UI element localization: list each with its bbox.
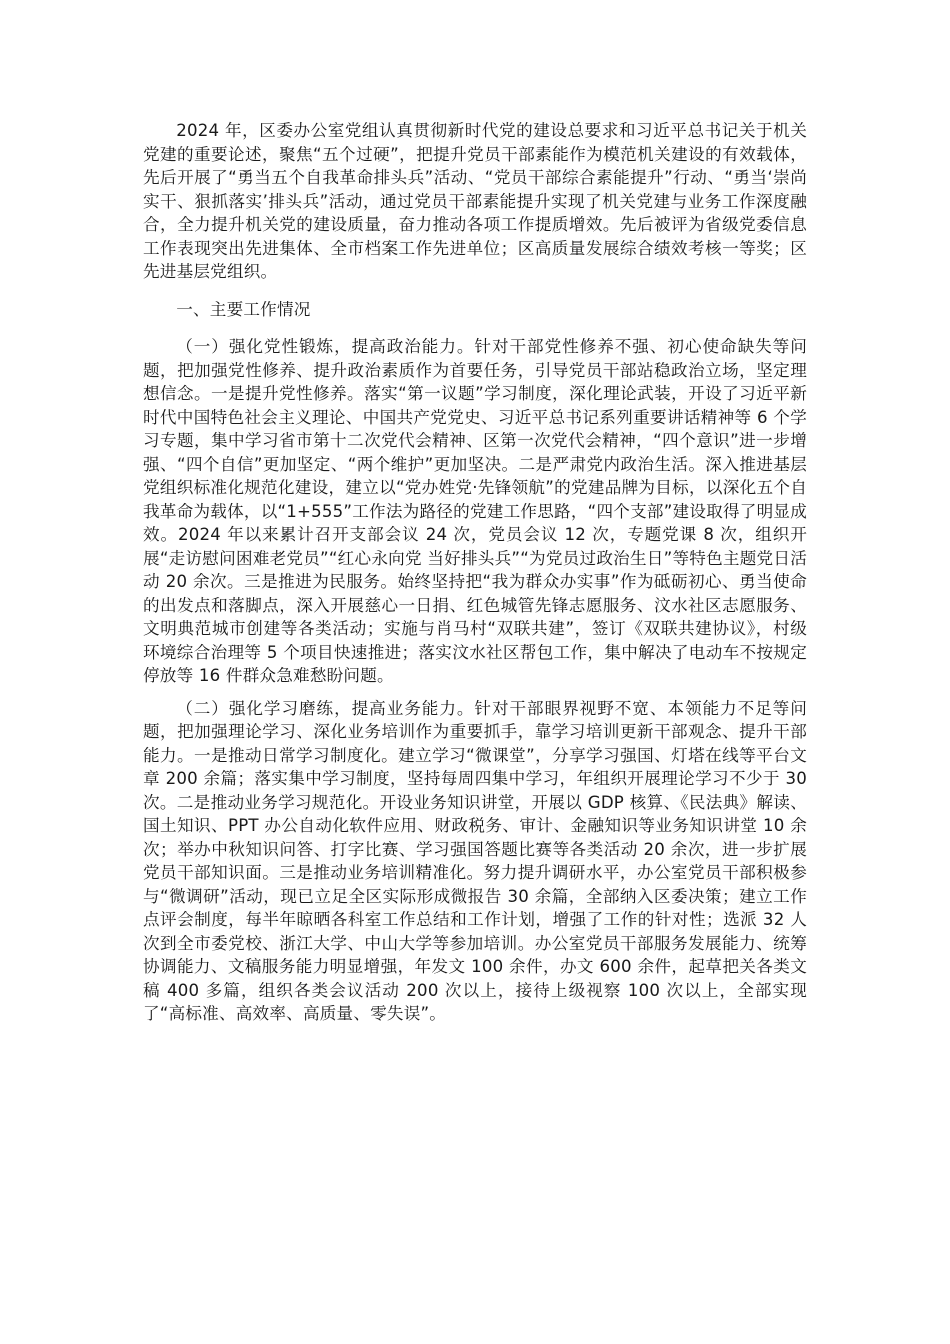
subsection-2-paragraph: （二）强化学习磨练，提高业务能力。针对干部眼界视野不宽、本领能力不足等问题，把加强理论学习、深化业务培训作为重要抓手，靠学习培训更新干部观念、提升干部能力。一是推动日常学习制度化。建立学习“微课堂”，分享学习强国、灯塔在线等平台文章 200 余篇；落实集中学习制度，坚持每周四集中学习，年组织开展理论学习不少于 30 次。二是推动业务学习规范化。开设业务知识讲堂，开展以 GDP 核算、《民法典》解读、国土知识、PPT 办公自动化软件应用、财政税务、审计、金融知识等业务知识讲堂 10 余次；举办中秋知识问答、打字比赛、学习强国答题比赛等各类活动 20 余次，进一步扩展党员干部知识面。三是推动业务培训精准化。努力提升调研水平，办公室党员干部积极参与“微调研”活动，现已立足全区实际形成微报告 30 余篇，全部纳入区委决策；建立工作点评会制度，每半年晾晒各科室工作总结和工作计划，增强了工作的针对性；选派 32 人次到全市委党校、浙江大学、中山大学等参加培训。办公室党员干部服务发展能力、统筹协调能力、文稿服务能力明显增强，年发文 100 余件，办文 600 余件，起草把关各类文稿 400 多篇，组织各类会议活动 200 次以上，接待上级视察 100 次以上，全部实现了“高标准、高效率、高质量、零失误”。	[143, 698, 807, 1023]
intro-paragraph: 2024 年，区委办公室党组认真贯彻新时代党的建设总要求和习近平总书记关于机关党建的重要论述，聚焦“五个过硬”，把提升党员干部素能作为模范机关建设的有效载体，先后开展了“勇当五个自我革命排头兵”活动、“党员干部综合素能提升”行动、“勇当‘崇尚实干、狠抓落实’排头兵”活动，通过党员干部素能提升实现了机关党建与业务工作深度融合，全力提升机关党的建设质量，奋力推动各项工作提质增效。先后被评为省级党委信息工作表现突出先进集体、全市档案工作先进单位；区高质量发展综合绩效考核一等奖；区先进基层党组织。	[143, 121, 807, 281]
document-body	[143, 119, 807, 1026]
section-heading: 一、主要工作情况	[176, 299, 311, 319]
subsection-1-paragraph: （一）强化党性锻炼，提高政治能力。针对干部党性修养不强、初心使命缺失等问题，把加强党性修养、提升政治素质作为首要任务，引导党员干部站稳政治立场，坚定理想信念。一是提升党性修养。落实“第一议题”学习制度，深化理论武装，开设了习近平新时代中国特色社会主义理论、中国共产党党史、习近平总书记系列重要讲话精神等 6 个学习专题，集中学习省市第十二次党代会精神、区第一次党代会精神，“四个意识”进一步增强、“四个自信”更加坚定、“两个维护”更加坚决。二是严肃党内政治生活。深入推进基层党组织标准化规范化建设，建立以“党办姓党·先锋领航”的党建品牌为目标，以深化五个自我革命为载体，以“1+555”工作法为路径的党建工作思路，“四个支部”建设取得了明显成效。2024 年以来累计召开支部会议 24 次，党员会议 12 次，专题党课 8 次，组织开展“走访慰问困难老党员”“红心永向党 当好排头兵”“为党员过政治生日”等特色主题党日活动 20 余次。三是推进为民服务。始终坚持把“我为群众办实事”作为砥砺初心、勇当使命的出发点和落脚点，深入开展慈心一日捐、红色城管先锋志愿服务、汶水社区志愿服务、文明典范城市创建等各类活动；实施与肖马村“双联共建”，签订《双联共建协议》，村级环境综合治理等 5 个项目快速推进；落实汶水社区帮包工作，集中解决了电动车不按规定停放等 16 件群众急难愁盼问题。	[143, 337, 807, 685]
